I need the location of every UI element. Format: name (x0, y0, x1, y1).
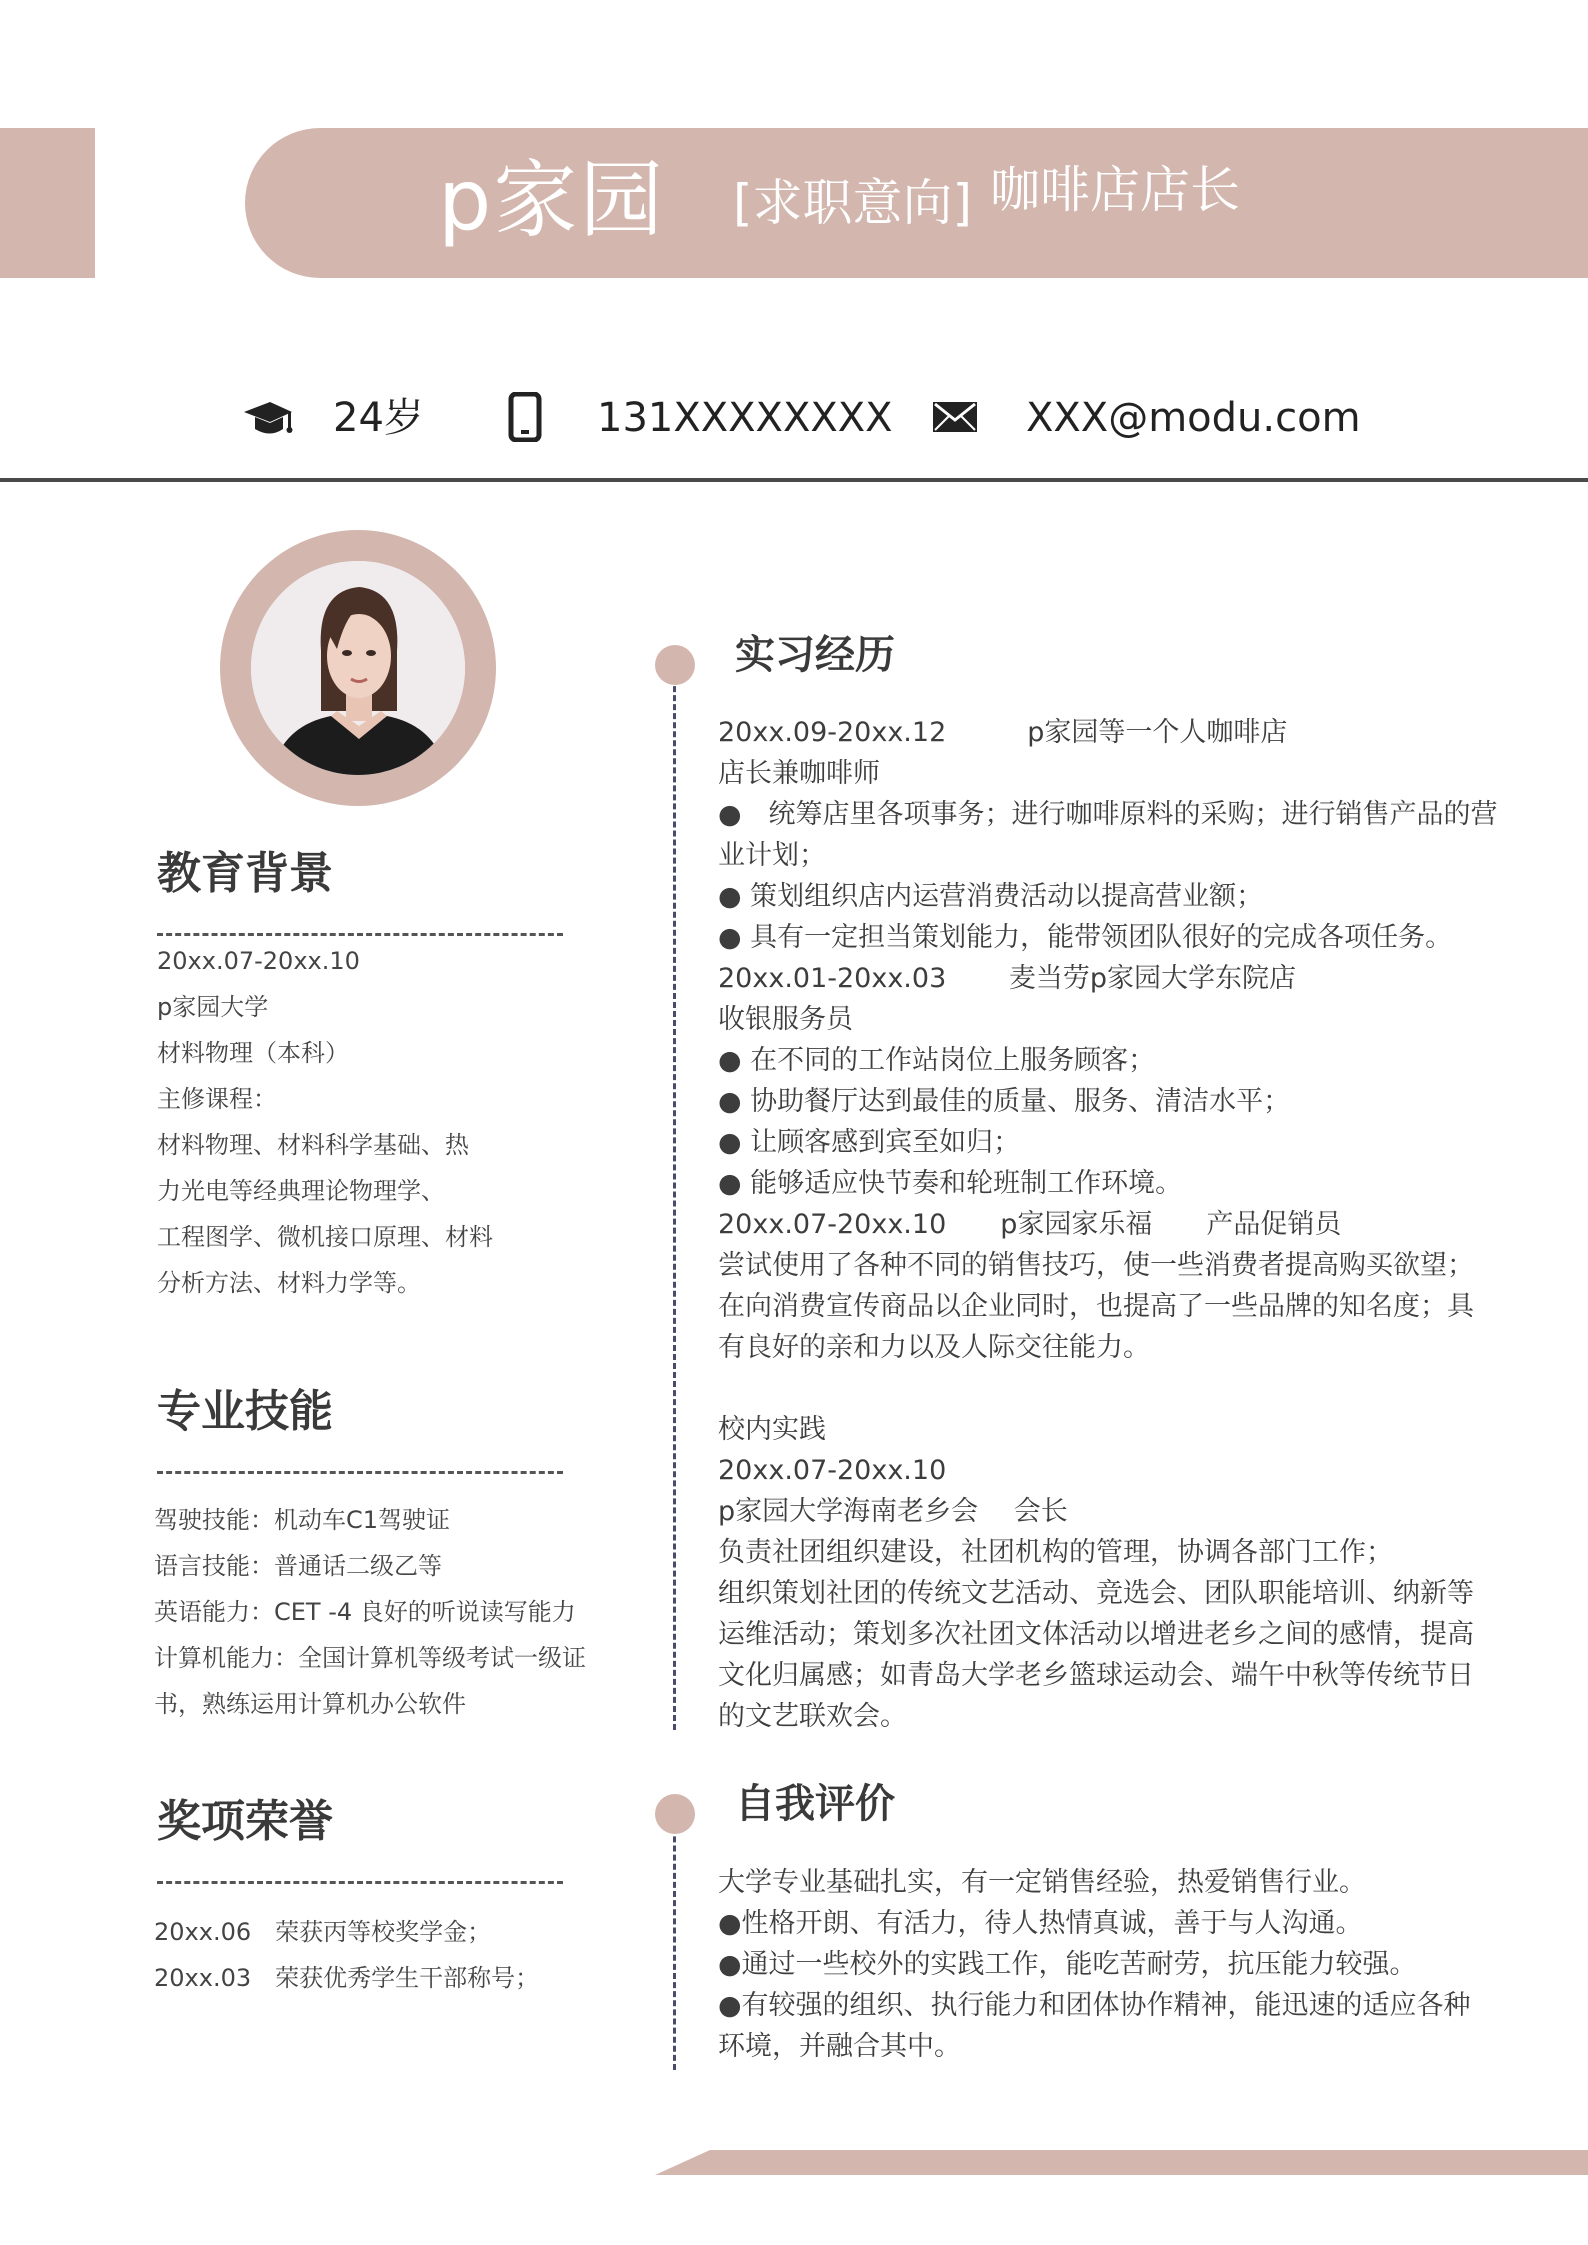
self-evaluation-line: 大学专业基础扎实，有一定销售经验，热爱销售行业。 (718, 1867, 1366, 1898)
education-line: 主修课程： (157, 1085, 277, 1113)
self-evaluation-line: ●有较强的组织、执行能力和团体协作精神，能迅速的适应各种 (718, 1990, 1471, 2021)
internship-line: 在向消费宣传商品以企业同时，也提高了一些品牌的知名度；具 (718, 1291, 1474, 1322)
internship-line: 的文艺联欢会。 (718, 1701, 907, 1732)
awards-body (154, 1909, 539, 2001)
education-line: 20xx.07-20xx.10 (157, 947, 360, 975)
internship-line: 运维活动；策划多次社团文体活动以增进老乡之间的感情，提高 (718, 1619, 1474, 1650)
internship-line: 收银服务员 (718, 1004, 853, 1035)
internship-heading: 实习经历 (735, 632, 895, 678)
phone-icon (508, 392, 542, 442)
internship-line: p家园大学海南老乡会 会长 (718, 1496, 1068, 1527)
awards-heading: 奖项荣誉 (157, 1796, 333, 1847)
internship-line: 20xx.01-20xx.03 麦当劳p家园大学东院店 (718, 963, 1296, 994)
internship-line: ● 让顾客感到宾至如归； (718, 1127, 1021, 1158)
education-line: 材料物理、材料科学基础、热 (157, 1131, 469, 1159)
internship-line: 20xx.07-20xx.10 (718, 1455, 947, 1486)
skills-divider (157, 1471, 563, 1474)
avatar (251, 561, 465, 775)
internship-line: 校内实践 (718, 1414, 826, 1445)
internship-line: ● 具有一定担当策划能力，能带领团队很好的完成各项任务。 (718, 922, 1453, 953)
internship-line: 尝试使用了各种不同的销售技巧，使一些消费者提高购买欲望； (718, 1250, 1474, 1281)
education-line: 工程图学、微机接口原理、材料 (157, 1223, 493, 1251)
awards-divider (157, 1881, 563, 1884)
internship-line: 文化归属感；如青岛大学老乡篮球运动会、端午中秋等传统节日 (718, 1660, 1474, 1691)
internship-line: 负责社团组织建设，社团机构的管理，协调各部门工作； (718, 1537, 1393, 1568)
internship-line: 组织策划社团的传统文艺活动、竞选会、团队职能培训、纳新等 (718, 1578, 1474, 1609)
internship-line: 20xx.09-20xx.12 p家园等一个人咖啡店 (718, 717, 1288, 748)
self-evaluation-line: ●通过一些校外的实践工作，能吃苦耐劳，抗压能力较强。 (718, 1949, 1417, 1980)
header-divider (0, 478, 1588, 482)
award-line: 20xx.06 荣获丙等校奖学金； (154, 1918, 492, 1946)
internship-line (718, 1368, 1498, 1409)
age-text: 24岁 (333, 395, 424, 441)
footer-accent-bar (655, 2150, 1588, 2175)
internship-line: 20xx.07-20xx.10 p家园家乐福 产品促销员 (718, 1209, 1342, 1240)
education-divider (157, 933, 563, 936)
skill-line: 英语能力：CET -4 良好的听说读写能力 (154, 1598, 576, 1626)
phone-text: 131XXXXXXXX (597, 395, 893, 441)
self-evaluation-line: ●性格开朗、有活力，待人热情真诚，善于与人沟通。 (718, 1908, 1363, 1939)
internship-line: 店长兼咖啡师 (718, 758, 880, 789)
email-text: XXX@modu.com (1026, 395, 1361, 441)
self-evaluation-line: 环境，并融合其中。 (718, 2031, 961, 2062)
header-left-block (0, 128, 95, 278)
internship-line: 有良好的亲和力以及人际交往能力。 (718, 1332, 1150, 1363)
self-evaluation-body (718, 1862, 1498, 2067)
education-line: p家园大学 (157, 993, 269, 1021)
timeline-line-self-evaluation (673, 1800, 676, 2070)
skills-heading: 专业技能 (157, 1386, 333, 1437)
skills-body (154, 1497, 586, 1727)
education-line: 分析方法、材料力学等。 (157, 1269, 421, 1297)
job-intent-label: [求职意向] (733, 174, 973, 232)
timeline-line-internship (673, 650, 676, 1730)
education-heading: 教育背景 (157, 848, 333, 899)
applicant-name: p家园 (438, 151, 666, 249)
education-body (157, 938, 493, 1306)
timeline-dot-self-evaluation (655, 1794, 695, 1834)
self-evaluation-heading: 自我评价 (735, 1781, 895, 1827)
internship-line: ● 在不同的工作站岗位上服务顾客； (718, 1045, 1156, 1076)
graduation-cap-icon (242, 396, 294, 440)
skill-line: 驾驶技能：机动车C1驾驶证 (154, 1506, 451, 1534)
education-line: 力光电等经典理论物理学、 (157, 1177, 445, 1205)
internship-line: ● 协助餐厅达到最佳的质量、服务、清洁水平； (718, 1086, 1291, 1117)
skill-line: 计算机能力：全国计算机等级考试一级证 (154, 1644, 586, 1672)
internship-line: ● 策划组织店内运营消费活动以提高营业额； (718, 881, 1264, 912)
timeline-dot-internship (655, 645, 695, 685)
internship-line: ● 能够适应快节奏和轮班制工作环境。 (718, 1168, 1183, 1199)
skill-line: 书，熟练运用计算机办公软件 (154, 1690, 466, 1718)
education-line: 材料物理（本科） (157, 1039, 349, 1067)
internship-line: 业计划； (718, 840, 826, 871)
skill-line: 语言技能：普通话二级乙等 (154, 1552, 442, 1580)
award-line: 20xx.03 荣获优秀学生干部称号； (154, 1964, 540, 1992)
internship-line: ● 统筹店里各项事务；进行咖啡原料的采购；进行销售产品的营 (718, 799, 1498, 830)
job-intent-value: 咖啡店店长 (990, 161, 1240, 219)
envelope-icon (933, 402, 977, 432)
internship-body (718, 712, 1498, 1737)
